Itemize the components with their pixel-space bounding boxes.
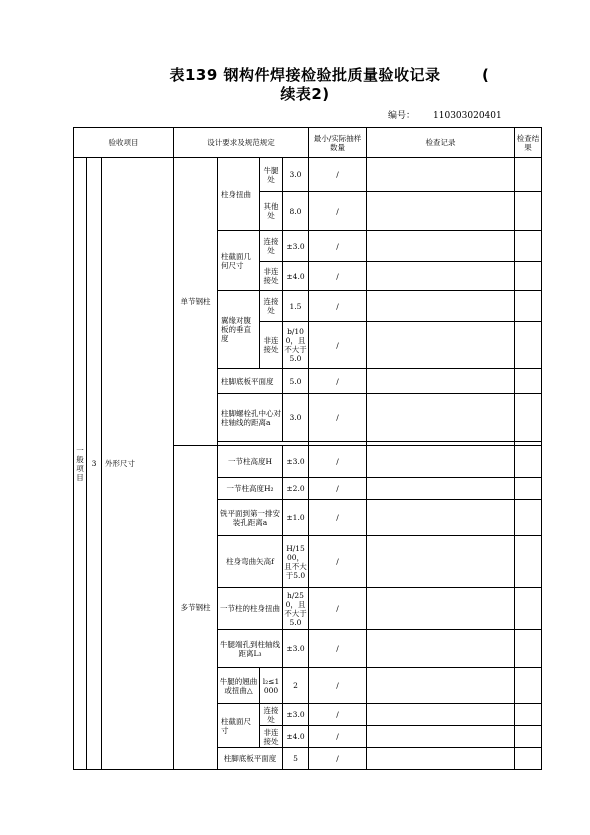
result-cell[interactable] <box>515 726 542 748</box>
flange-joint-value: 1.5 <box>283 291 309 322</box>
record-cell[interactable] <box>367 369 515 394</box>
header-result: 检查结果 <box>515 128 542 158</box>
sample-cell[interactable]: / <box>309 500 367 536</box>
group-name: 外形尺寸 <box>102 158 174 770</box>
sample-cell[interactable]: / <box>309 588 367 630</box>
flange-joint: 连接处 <box>260 291 283 322</box>
result-cell[interactable] <box>515 446 542 478</box>
result-cell[interactable] <box>515 500 542 536</box>
record-cell[interactable] <box>367 588 515 630</box>
bracket-bend-cond: l₂≤1000 <box>260 668 283 704</box>
record-cell[interactable] <box>367 668 515 704</box>
result-cell[interactable] <box>515 231 542 262</box>
base-flat-label: 柱脚底板平面度 <box>218 369 283 394</box>
bracket-bend-label: 牛腿的翘曲或扭曲△ <box>218 668 260 704</box>
result-cell[interactable] <box>515 369 542 394</box>
sample-cell[interactable]: / <box>309 726 367 748</box>
bend-label: 柱身弯曲矢高f <box>218 536 283 588</box>
title-paren: ( <box>482 66 489 84</box>
sample-cell[interactable]: / <box>309 394 367 442</box>
result-cell[interactable] <box>515 158 542 192</box>
inspection-table <box>73 127 542 770</box>
height-label: 一节柱高度H <box>218 446 283 478</box>
result-cell[interactable] <box>515 478 542 500</box>
joint-value: ±3.0 <box>283 231 309 262</box>
record-cell[interactable] <box>367 158 515 192</box>
record-cell[interactable] <box>367 394 515 442</box>
result-cell[interactable] <box>515 536 542 588</box>
sample-cell[interactable]: / <box>309 291 367 322</box>
nonjoint: 非连接处 <box>260 262 283 291</box>
base-flat2-value: 5 <box>283 748 309 770</box>
record-cell[interactable] <box>367 192 515 231</box>
joint2: 连接处 <box>260 704 283 726</box>
sample-cell[interactable]: / <box>309 262 367 291</box>
code-label: 编号： <box>388 111 416 121</box>
result-cell[interactable] <box>515 704 542 726</box>
result-cell[interactable] <box>515 322 542 369</box>
nonjoint-value: ±4.0 <box>283 262 309 291</box>
record-cell[interactable] <box>367 536 515 588</box>
header-requirement: 设计要求及规范规定 <box>174 128 309 158</box>
group-general: 一般项目 <box>74 158 87 770</box>
page-title <box>140 66 470 104</box>
twist-other: 其他处 <box>260 192 283 231</box>
joint2-value: ±3.0 <box>283 704 309 726</box>
result-cell[interactable] <box>515 394 542 442</box>
bracket-dist-value: ±3.0 <box>283 630 309 668</box>
group-single: 单节钢柱 <box>174 158 218 446</box>
sample-cell[interactable]: / <box>309 158 367 192</box>
height2-label: 一节柱高度H₂ <box>218 478 283 500</box>
twist-bracket: 牛腿处 <box>260 158 283 192</box>
bend-value: H/1500，且不大于5.0 <box>283 536 309 588</box>
sample-cell[interactable]: / <box>309 322 367 369</box>
section2-label: 柱截面尺寸 <box>218 704 260 748</box>
record-cell[interactable] <box>367 478 515 500</box>
sample-cell[interactable]: / <box>309 192 367 231</box>
flange-nonjoint-value: b/100，且不大于5.0 <box>283 322 309 369</box>
result-cell[interactable] <box>515 192 542 231</box>
base-flat2-label: 柱脚底板平面度 <box>218 748 283 770</box>
record-cell[interactable] <box>367 500 515 536</box>
sample-cell[interactable]: / <box>309 369 367 394</box>
sample-cell[interactable]: / <box>309 704 367 726</box>
mill-label: 铣平面到第一排安装孔距离a <box>218 500 283 536</box>
header-row <box>74 128 542 158</box>
anchor-value: 3.0 <box>283 394 309 442</box>
twist2-value: h/250，且不大于5.0 <box>283 588 309 630</box>
record-cell[interactable] <box>367 748 515 770</box>
record-cell[interactable] <box>367 446 515 478</box>
result-cell[interactable] <box>515 668 542 704</box>
record-cell[interactable] <box>367 726 515 748</box>
result-cell[interactable] <box>515 262 542 291</box>
header-sample: 最小/实际抽样数量 <box>309 128 367 158</box>
bracket-dist-label: 牛腿端孔到柱轴线距离L₃ <box>218 630 283 668</box>
twist2-label: 一节柱的柱身扭曲 <box>218 588 283 630</box>
header-item: 验收项目 <box>74 128 174 158</box>
flange-label: 翼缘对腹板的垂直度 <box>218 291 260 369</box>
sample-cell[interactable]: / <box>309 668 367 704</box>
result-cell[interactable] <box>515 748 542 770</box>
sample-cell[interactable]: / <box>309 478 367 500</box>
twist-bracket-value: 3.0 <box>283 158 309 192</box>
sample-cell[interactable]: / <box>309 536 367 588</box>
header-record: 检查记录 <box>367 128 515 158</box>
nonjoint2-value: ±4.0 <box>283 726 309 748</box>
anchor-label: 柱脚螺栓孔中心对柱轴线的距离a <box>218 394 283 442</box>
group-multi: 多节钢柱 <box>174 446 218 770</box>
joint: 连接处 <box>260 231 283 262</box>
twist-other-value: 8.0 <box>283 192 309 231</box>
group-no: 3 <box>87 158 102 770</box>
mill-value: ±1.0 <box>283 500 309 536</box>
record-code <box>388 108 502 121</box>
flange-nonjoint: 非连接处 <box>260 322 283 369</box>
record-cell[interactable] <box>367 704 515 726</box>
record-cell[interactable] <box>367 262 515 291</box>
sample-cell[interactable]: / <box>309 231 367 262</box>
height2-value: ±2.0 <box>283 478 309 500</box>
sample-cell[interactable]: / <box>309 446 367 478</box>
title-continued: 续表2) <box>280 85 330 103</box>
record-cell[interactable] <box>367 630 515 668</box>
nonjoint2: 非连接处 <box>260 726 283 748</box>
record-cell[interactable] <box>367 322 515 369</box>
table-row <box>74 158 542 192</box>
sample-cell[interactable]: / <box>309 630 367 668</box>
result-cell[interactable] <box>515 588 542 630</box>
height-value: ±3.0 <box>283 446 309 478</box>
record-cell[interactable] <box>367 291 515 322</box>
result-cell[interactable] <box>515 630 542 668</box>
sample-cell[interactable]: / <box>309 748 367 770</box>
section-geo-label: 柱截面几何尺寸 <box>218 231 260 291</box>
record-cell[interactable] <box>367 231 515 262</box>
title-main: 表139 钢构件焊接检验批质量验收记录 <box>169 66 441 84</box>
base-flat-value: 5.0 <box>283 369 309 394</box>
twist-label: 柱身扭曲 <box>218 158 260 231</box>
result-cell[interactable] <box>515 291 542 322</box>
code-value: 110303020401 <box>433 111 502 121</box>
bracket-bend-value: 2 <box>283 668 309 704</box>
